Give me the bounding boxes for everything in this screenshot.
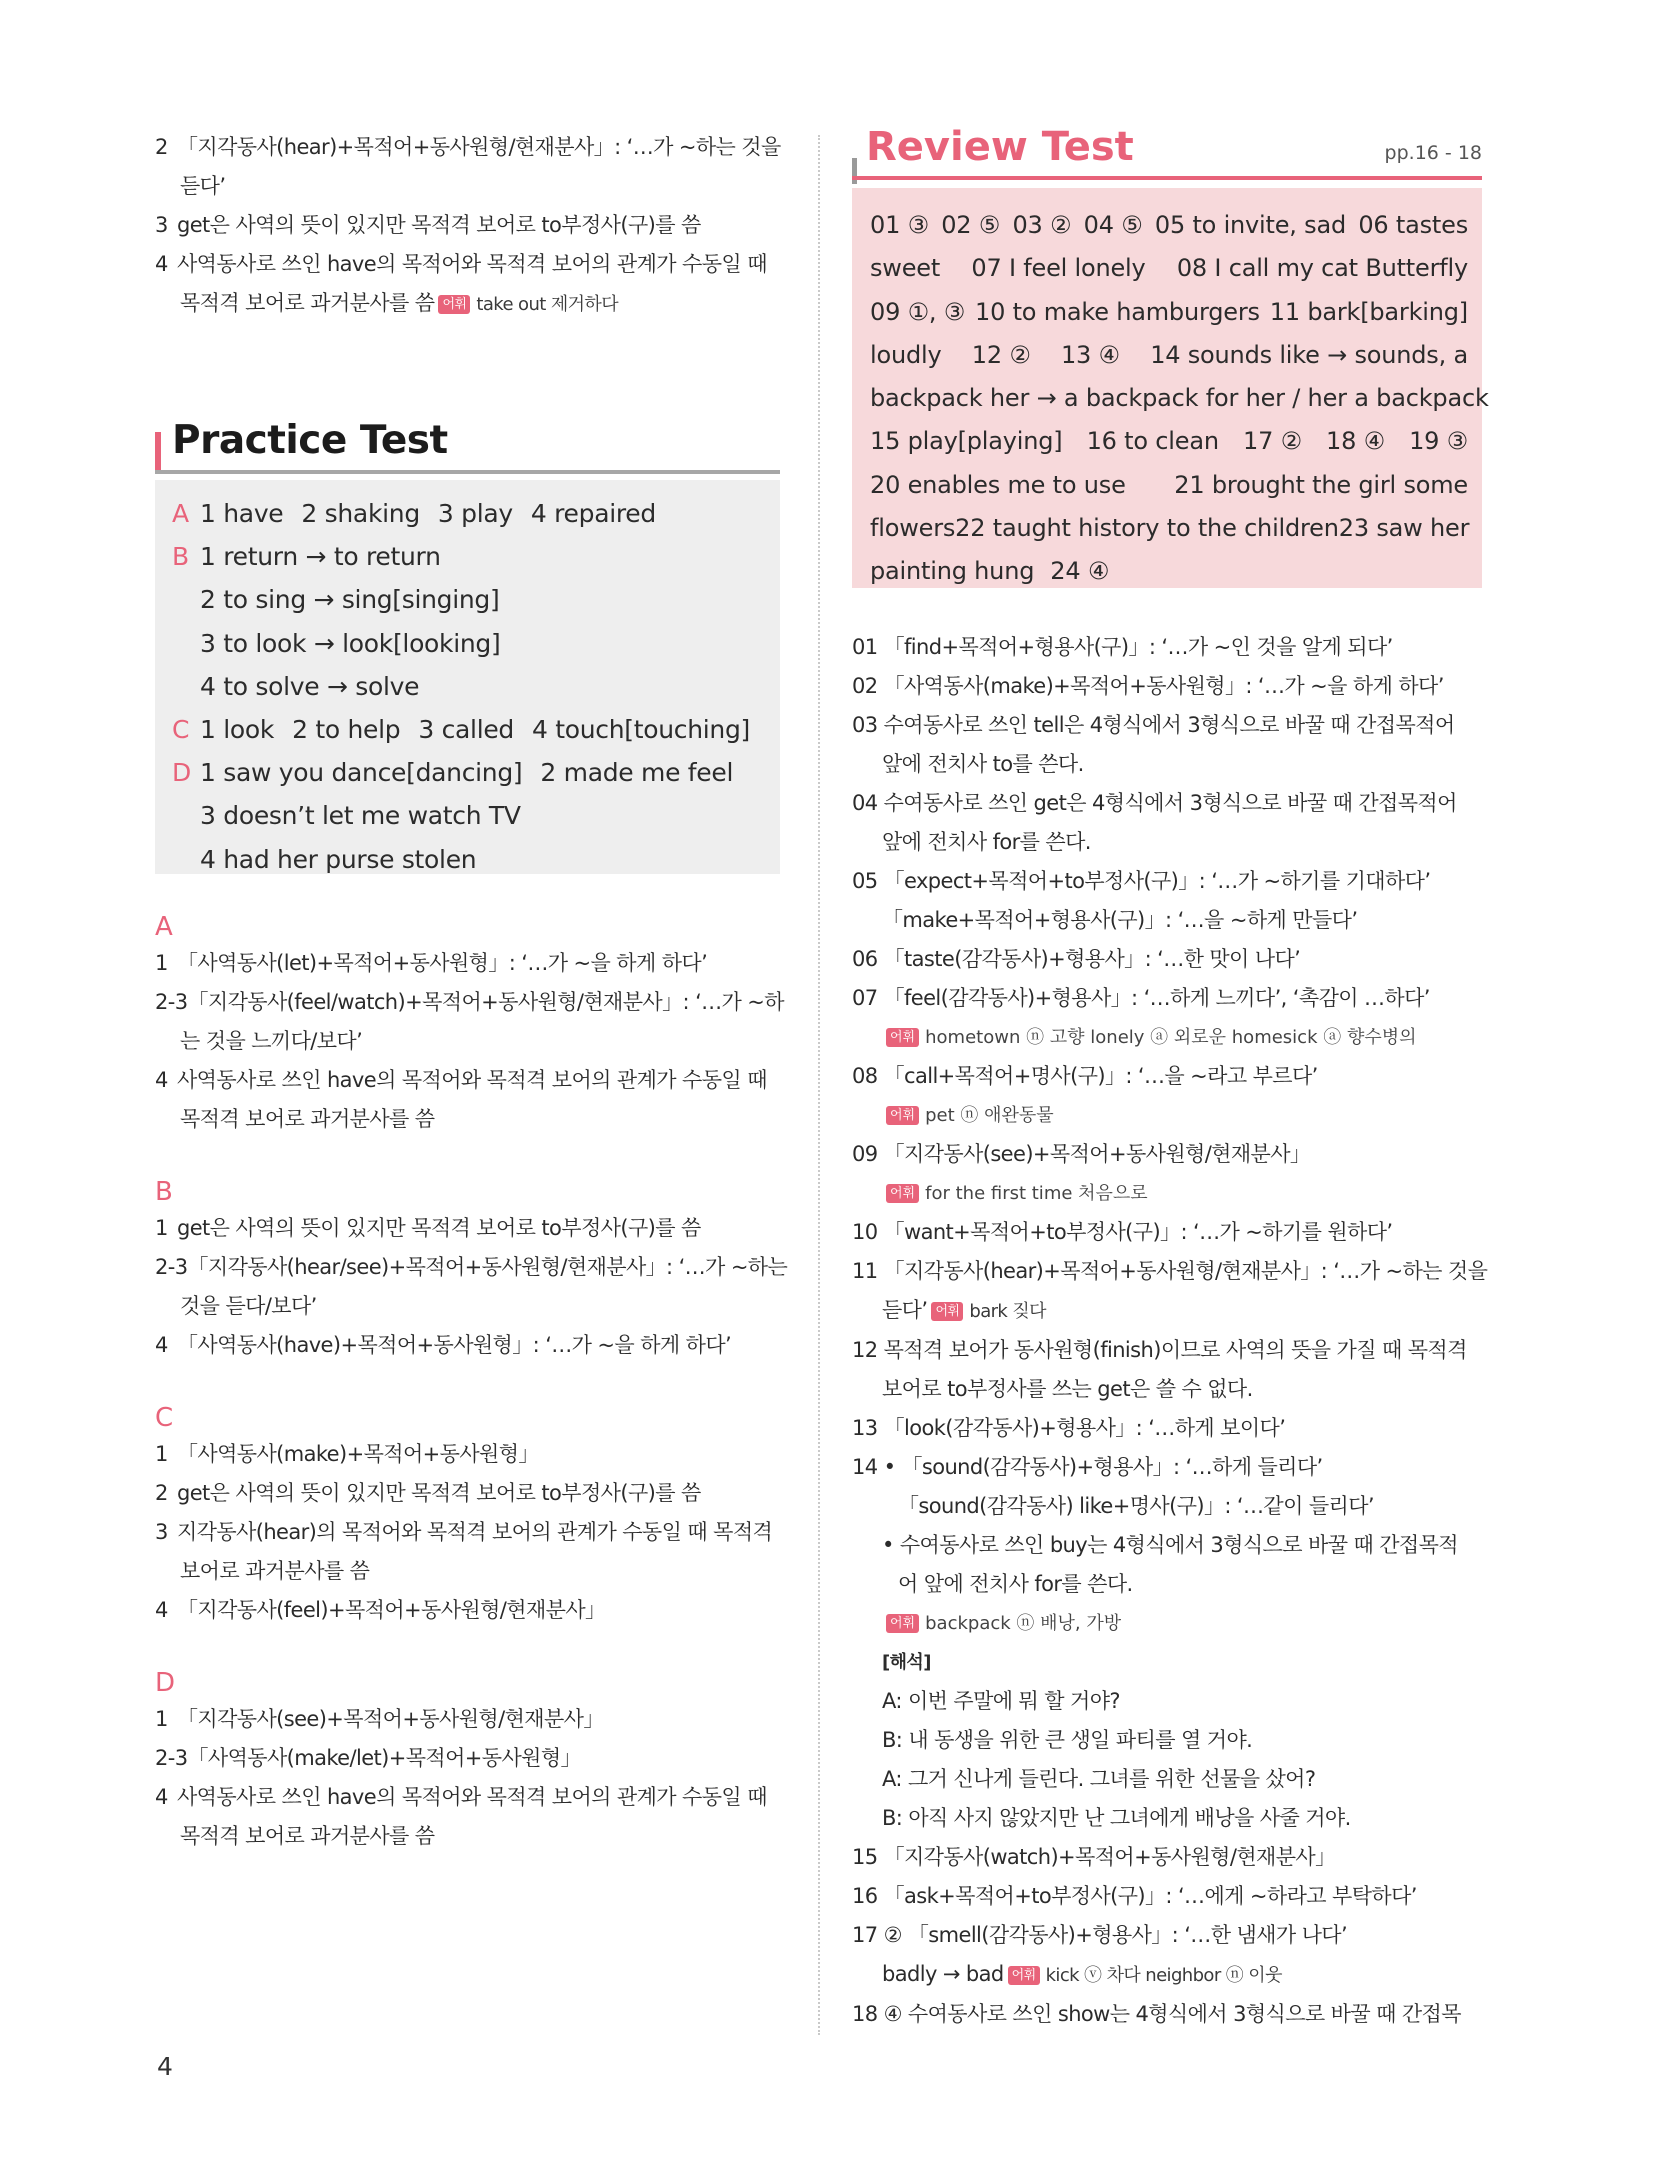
practice-item: 4 repaired bbox=[530, 499, 656, 528]
note-line bbox=[155, 1778, 780, 1817]
note-line: 12 목적격 보어가 동사원형(finish)이므로 사역의 뜻을 가질 때 목적격 bbox=[852, 1338, 1467, 1362]
vocab-tag: 어휘 bbox=[886, 1184, 919, 1203]
answer-item: 21 brought the girl some bbox=[1174, 470, 1468, 499]
section-letter: C bbox=[155, 1403, 174, 1433]
practice-row bbox=[172, 665, 762, 708]
note-text: 「사역동사(make)+목적어+동사원형」 bbox=[177, 1442, 539, 1466]
note-line bbox=[155, 1552, 780, 1591]
practice-item: 3 to look → look[looking] bbox=[200, 628, 501, 658]
review-test-header bbox=[852, 122, 1482, 180]
note-line bbox=[155, 983, 784, 1022]
note-continuation: 보어로 to부정사를 쓰는 get은 쓸 수 없다. bbox=[882, 1377, 1253, 1401]
column-divider bbox=[818, 135, 820, 2035]
answer-item: 07 I feel lonely bbox=[971, 254, 1146, 283]
answer-item: 15 play[playing] bbox=[870, 427, 1063, 456]
answer-item: 01 ③ bbox=[870, 211, 929, 239]
note-number: 2-3 bbox=[155, 1746, 188, 1770]
note-text: 사역동사로 쓰인 have의 목적어와 목적격 보어의 관계가 수동일 때 bbox=[177, 1785, 767, 1809]
left-column bbox=[155, 128, 788, 1856]
note-text: 「사역동사(have)+목적어+동사원형」: ‘…가 ~을 하게 하다’ bbox=[177, 1333, 732, 1357]
vocab-text: backpack ⓝ 배낭, 가방 bbox=[925, 1613, 1122, 1634]
note-text: get은 사역의 뜻이 있지만 목적격 보어로 to부정사(구)를 씀 bbox=[177, 1481, 701, 1505]
answer-row bbox=[870, 550, 1468, 593]
answer-item: 13 ④ bbox=[1060, 340, 1120, 369]
note-text: 사역동사로 쓰인 have의 목적어와 목적격 보어의 관계가 수동일 때 bbox=[177, 1068, 767, 1092]
note-continuation: A: 그거 신나게 들린다. 그녀를 위한 선물을 샀어? bbox=[882, 1767, 1316, 1791]
answer-item: backpack her → a backpack for her / her a backpack bbox=[870, 384, 1489, 413]
note-text: badly → bad bbox=[882, 1962, 1004, 1986]
practice-letter: C bbox=[172, 715, 190, 745]
practice-row bbox=[172, 578, 762, 621]
practice-test-title: Practice Test bbox=[172, 418, 448, 463]
practice-letter: B bbox=[172, 542, 189, 572]
practice-item: 4 touch[touching] bbox=[532, 715, 750, 745]
section-letter: A bbox=[155, 912, 173, 942]
practice-letter: D bbox=[172, 758, 191, 788]
practice-item: 2 to help bbox=[292, 715, 401, 745]
vocab-text: take out 제거하다 bbox=[476, 294, 619, 315]
practice-item: 1 have bbox=[200, 499, 284, 528]
note-text: 목적격 보어로 과거분사를 씀 bbox=[180, 291, 435, 315]
note-number: 4 bbox=[155, 252, 168, 276]
title-accent-bar bbox=[155, 432, 161, 470]
note-continuation bbox=[852, 1955, 1482, 1995]
note-number: 2 bbox=[155, 135, 168, 159]
note-text: 것을 듣다/보다’ bbox=[180, 1294, 317, 1318]
note-line bbox=[155, 1248, 788, 1287]
note-number: 2 bbox=[155, 1481, 168, 1505]
vocab-text: hometown ⓝ 고향 lonely ⓐ 외로운 homesick ⓐ 향수병의 bbox=[925, 1027, 1417, 1048]
note-line: 14 • 「sound(감각동사)+형용사」: ‘…하게 들리다’ bbox=[852, 1455, 1323, 1479]
note-line: 15 「지각동사(watch)+목적어+동사원형/현재분사」 bbox=[852, 1845, 1336, 1869]
note-line bbox=[155, 1474, 780, 1513]
practice-row bbox=[172, 708, 762, 751]
note-line bbox=[155, 1700, 780, 1739]
practice-letter: A bbox=[172, 499, 189, 528]
note-line: 04 수여동사로 쓰인 get은 4형식에서 3형식으로 바꿀 때 간접목적어 bbox=[852, 791, 1457, 815]
note-text: 사역동사로 쓰인 have의 목적어와 목적격 보어의 관계가 수동일 때 bbox=[177, 252, 767, 276]
vocab-tag: 어휘 bbox=[886, 1106, 919, 1125]
note-number: 4 bbox=[155, 1068, 168, 1092]
answer-item: 11 bark[barking] bbox=[1269, 297, 1468, 326]
answer-item: flowers bbox=[870, 514, 956, 543]
answer-item: 02 ⑤ bbox=[941, 211, 1001, 239]
section-letter: B bbox=[155, 1177, 173, 1207]
note-line: 18 ④ 수여동사로 쓰인 show는 4형식에서 3형식으로 바꿀 때 간접목 bbox=[852, 2002, 1461, 2026]
practice-row bbox=[172, 535, 762, 578]
vocab-text: kick ⓥ 차다 neighbor ⓝ 이웃 bbox=[1045, 1965, 1282, 1986]
answer-item: 18 ④ bbox=[1326, 427, 1385, 456]
note-line: 08 「call+목적어+명사(구)」: ‘…을 ~라고 부르다’ bbox=[852, 1064, 1318, 1088]
practice-test-answers bbox=[155, 480, 780, 874]
note-line bbox=[155, 1100, 780, 1139]
note-text: 「지각동사(hear)+목적어+동사원형/현재분사」: ‘…가 ~하는 것을 bbox=[177, 135, 781, 159]
note-number: 1 bbox=[155, 951, 168, 975]
practice-item: 3 play bbox=[437, 499, 513, 528]
answer-row bbox=[870, 204, 1468, 247]
page-range: pp.16 - 18 bbox=[1384, 142, 1482, 164]
top-notes bbox=[155, 128, 780, 324]
note-line: 02 「사역동사(make)+목적어+동사원형」: ‘…가 ~을 하게 하다’ bbox=[852, 674, 1444, 698]
answer-item: sweet bbox=[870, 254, 941, 283]
note-continuation: 「make+목적어+형용사(구)」: ‘…을 ~하게 만들다’ bbox=[882, 908, 1358, 932]
note-number: 3 bbox=[155, 1520, 168, 1544]
right-column bbox=[852, 122, 1489, 2034]
note-continuation: 「sound(감각동사) like+명사(구)」: ‘…같이 들리다’ bbox=[898, 1494, 1374, 1518]
note-line: 16 「ask+목적어+to부정사(구)」: ‘…에게 ~하라고 부탁하다’ bbox=[852, 1884, 1417, 1908]
note-number: 1 bbox=[155, 1707, 168, 1731]
vocab-line bbox=[852, 1018, 1482, 1057]
note-bullet: • 수여동사로 쓰인 buy는 4형식에서 3형식으로 바꿀 때 간접목적 bbox=[882, 1533, 1458, 1557]
note-line bbox=[155, 1022, 780, 1061]
vocab-text: for the first time 처음으로 bbox=[925, 1183, 1148, 1204]
practice-item: 2 shaking bbox=[301, 499, 420, 528]
note-text: 「사역동사(make/let)+목적어+동사원형」 bbox=[187, 1746, 581, 1770]
note-line: 09 「지각동사(see)+목적어+동사원형/현재분사」 bbox=[852, 1142, 1311, 1166]
practice-item: 3 called bbox=[418, 715, 514, 745]
practice-item: 1 saw you dance[dancing] bbox=[200, 758, 523, 788]
answer-row bbox=[870, 334, 1468, 377]
practice-item: 2 made me feel bbox=[540, 758, 734, 788]
note-text: 「지각동사(feel/watch)+목적어+동사원형/현재분사」: ‘…가 ~하 bbox=[187, 990, 784, 1014]
note-line: 11 「지각동사(hear)+목적어+동사원형/현재분사」: ‘…가 ~하는 것을 bbox=[852, 1259, 1488, 1283]
review-test-notes bbox=[852, 628, 1488, 2034]
practice-item: 4 had her purse stolen bbox=[200, 844, 477, 874]
note-text: 「지각동사(see)+목적어+동사원형/현재분사」 bbox=[177, 1707, 604, 1731]
note-line bbox=[155, 944, 780, 983]
note-line: 01 「find+목적어+형용사(구)」: ‘…가 ~인 것을 알게 되다’ bbox=[852, 635, 1393, 659]
note-text: get은 사역의 뜻이 있지만 목적격 보어로 to부정사(구)를 씀 bbox=[177, 1216, 701, 1240]
note-continuation: B: 내 동생을 위한 큰 생일 파티를 열 거야. bbox=[882, 1728, 1253, 1752]
note-number: 4 bbox=[155, 1333, 168, 1357]
vocab-tag: 어휘 bbox=[886, 1614, 919, 1633]
note-number: 4 bbox=[155, 1785, 168, 1809]
title-accent-bar bbox=[852, 158, 857, 184]
vocab-tag: 어휘 bbox=[1008, 1966, 1040, 1985]
note-continuation: 앞에 전치사 for를 쓴다. bbox=[882, 830, 1091, 854]
note-text: 「사역동사(let)+목적어+동사원형」: ‘…가 ~을 하게 하다’ bbox=[177, 951, 708, 975]
note-line bbox=[155, 1435, 780, 1474]
vocab-tag: 어휘 bbox=[438, 295, 470, 314]
note-line bbox=[155, 1061, 780, 1100]
note-line bbox=[155, 1739, 780, 1778]
note-line: 03 수여동사로 쓰인 tell은 4형식에서 3형식으로 바꿀 때 간접목적어 bbox=[852, 713, 1455, 737]
title-underline bbox=[155, 470, 780, 474]
answer-item: 03 ② bbox=[1012, 211, 1072, 239]
answer-item: 22 taught history to the children bbox=[955, 514, 1339, 543]
note-text: 듣다’ bbox=[882, 1298, 928, 1322]
answer-item: 05 to invite, sad bbox=[1154, 211, 1346, 239]
vocab-tag: 어휘 bbox=[886, 1028, 919, 1047]
note-line bbox=[155, 284, 780, 324]
note-line: 05 「expect+목적어+to부정사(구)」: ‘…가 ~하기를 기대하다’ bbox=[852, 869, 1431, 893]
note-line: 07 「feel(감각동사)+형용사」: ‘…하게 느끼다’, ‘촉감이 …하다’ bbox=[852, 986, 1430, 1010]
answer-item: 16 to clean bbox=[1086, 427, 1219, 456]
section-d bbox=[155, 1666, 780, 1856]
note-line: 17 ② 「smell(감각동사)+형용사」: ‘…한 냄새가 나다’ bbox=[852, 1923, 1348, 1947]
practice-item: 4 to solve → solve bbox=[200, 671, 420, 701]
answer-item: 19 ③ bbox=[1409, 427, 1468, 456]
note-text: get은 사역의 뜻이 있지만 목적격 보어로 to부정사(구)를 씀 bbox=[177, 213, 701, 237]
note-line bbox=[155, 1591, 780, 1630]
section-letter: D bbox=[155, 1668, 176, 1698]
note-line: 13 「look(감각동사)+형용사」: ‘…하게 보이다’ bbox=[852, 1416, 1286, 1440]
practice-test-header bbox=[155, 416, 780, 466]
translation-heading: [해석] bbox=[882, 1652, 931, 1673]
answer-item: 09 ①, ③ bbox=[870, 297, 966, 326]
note-text: 듣다’ bbox=[180, 174, 226, 198]
practice-item: 3 doesn’t let me watch TV bbox=[200, 801, 521, 831]
note-text: 지각동사(hear)의 목적어와 목적격 보어의 관계가 수동일 때 목적격 bbox=[177, 1520, 773, 1544]
practice-item: 1 look bbox=[200, 715, 275, 745]
practice-row bbox=[172, 622, 762, 665]
note-continuation bbox=[852, 1291, 1482, 1331]
answer-item: painting hung bbox=[870, 557, 1035, 586]
note-continuation: A: 이번 주말에 뭐 할 거야? bbox=[882, 1689, 1120, 1713]
note-line bbox=[155, 1326, 780, 1365]
answer-item: 17 ② bbox=[1243, 427, 1302, 456]
note-line bbox=[155, 245, 780, 284]
page-number: 4 bbox=[157, 2052, 173, 2081]
note-text: 목적격 보어로 과거분사를 씀 bbox=[180, 1824, 435, 1848]
answer-row bbox=[870, 507, 1468, 550]
note-line bbox=[155, 1287, 780, 1326]
note-continuation: 앞에 전치사 to를 쓴다. bbox=[882, 752, 1084, 776]
note-line: 06 「taste(감각동사)+형용사」: ‘…한 맛이 나다’ bbox=[852, 947, 1301, 971]
note-text: 보어로 과거분사를 씀 bbox=[180, 1559, 370, 1583]
practice-row bbox=[172, 794, 762, 837]
note-text: 는 것을 느끼다/보다’ bbox=[180, 1029, 363, 1053]
answer-item: 08 I call my cat Butterfly bbox=[1176, 254, 1468, 283]
answer-item: 24 ④ bbox=[1050, 557, 1110, 586]
note-line: 10 「want+목적어+to부정사(구)」: ‘…가 ~하기를 원하다’ bbox=[852, 1220, 1393, 1244]
answer-item: 10 to make hamburgers bbox=[975, 297, 1260, 326]
answer-item: 14 sounds like → sounds, a bbox=[1150, 340, 1468, 369]
answer-item: 20 enables me to use bbox=[870, 470, 1126, 499]
answer-item: loudly bbox=[870, 340, 942, 369]
answer-row bbox=[870, 247, 1468, 290]
note-number: 2-3 bbox=[155, 990, 188, 1014]
note-number: 2-3 bbox=[155, 1255, 188, 1279]
note-line bbox=[155, 1817, 780, 1856]
practice-row bbox=[172, 751, 762, 794]
practice-row bbox=[172, 492, 762, 535]
vocab-line bbox=[852, 1604, 1482, 1643]
vocab-line bbox=[852, 1096, 1482, 1135]
vocab-text: bark 짖다 bbox=[969, 1301, 1046, 1322]
note-number: 1 bbox=[155, 1442, 168, 1466]
vocab-tag: 어휘 bbox=[931, 1302, 963, 1321]
review-test-title: Review Test bbox=[866, 124, 1134, 170]
explanation-sections bbox=[155, 910, 788, 1856]
note-line bbox=[155, 128, 780, 167]
vocab-line bbox=[852, 1174, 1482, 1213]
note-line bbox=[155, 167, 780, 206]
note-number: 4 bbox=[155, 1598, 168, 1622]
note-line bbox=[155, 1513, 780, 1552]
practice-item: 2 to sing → sing[singing] bbox=[200, 585, 500, 615]
section-c bbox=[155, 1401, 780, 1630]
answer-item: 23 saw her bbox=[1338, 514, 1470, 543]
note-continuation: 어 앞에 전치사 for를 쓴다. bbox=[898, 1572, 1133, 1596]
answer-row bbox=[870, 420, 1468, 463]
vocab-text: pet ⓝ 애완동물 bbox=[925, 1105, 1054, 1126]
note-continuation: B: 아직 사지 않았지만 난 그녀에게 배낭을 사줄 거야. bbox=[882, 1806, 1351, 1830]
note-number: 1 bbox=[155, 1216, 168, 1240]
note-number: 3 bbox=[155, 213, 168, 237]
answer-row bbox=[870, 464, 1468, 507]
review-test-answers bbox=[852, 188, 1489, 588]
answer-item: 12 ② bbox=[971, 340, 1031, 369]
practice-row bbox=[172, 838, 762, 881]
note-line bbox=[155, 206, 780, 245]
practice-item: 1 return → to return bbox=[200, 542, 441, 572]
answer-row bbox=[870, 377, 1489, 420]
title-underline bbox=[852, 176, 1482, 180]
note-text: 목적격 보어로 과거분사를 씀 bbox=[180, 1107, 435, 1131]
section-b bbox=[155, 1175, 788, 1365]
answer-item: 06 tastes bbox=[1358, 211, 1468, 239]
note-text: 「지각동사(feel)+목적어+동사원형/현재분사」 bbox=[177, 1598, 606, 1622]
note-line bbox=[155, 1209, 780, 1248]
section-a bbox=[155, 910, 784, 1139]
answer-row bbox=[870, 291, 1468, 334]
note-text: 「지각동사(hear/see)+목적어+동사원형/현재분사」: ‘…가 ~하는 bbox=[187, 1255, 788, 1279]
answer-item: 04 ⑤ bbox=[1083, 211, 1143, 239]
